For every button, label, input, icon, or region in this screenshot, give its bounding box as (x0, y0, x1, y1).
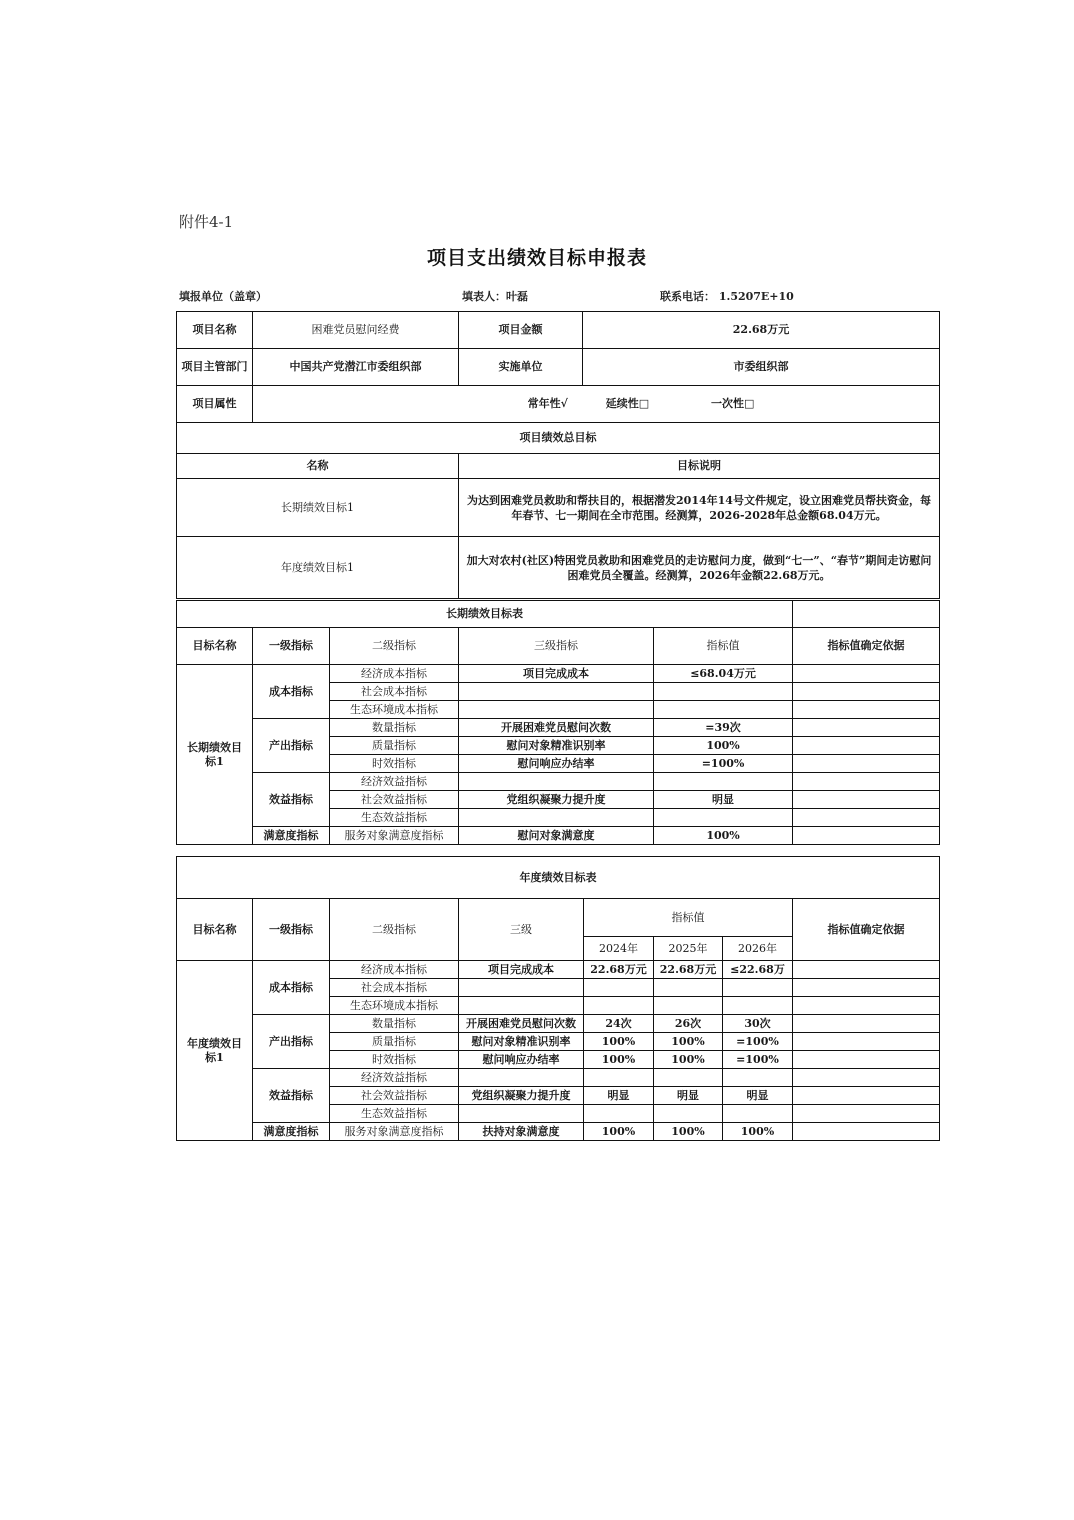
col-level3: 三级指标 (459, 628, 654, 665)
year-value-cell (723, 1105, 793, 1123)
attr-label: 项目属性 (177, 386, 253, 423)
level3-cell: 扶持对象满意度 (459, 1123, 584, 1141)
level1-cell: 效益指标 (253, 773, 330, 827)
level3-cell: 慰问对象满意度 (459, 827, 654, 845)
year-value-cell: 30次 (723, 1015, 793, 1033)
annual-goals-table (176, 856, 940, 1141)
value-cell (654, 773, 793, 791)
overall-goals-title: 项目绩效总目标 (177, 423, 940, 454)
level3-cell: 慰问响应办结率 (459, 1051, 584, 1069)
year-value-cell (584, 979, 654, 997)
attr-options (253, 386, 940, 423)
project-amount-label: 项目金额 (459, 312, 583, 349)
col-value: 指标值 (654, 628, 793, 665)
goal-name-cell: 年度绩效目标1 (177, 961, 253, 1141)
annual-title: 年度绩效目标表 (177, 857, 940, 899)
attr-option-regular: 常年性√ (527, 397, 568, 410)
level1-cell: 效益指标 (253, 1069, 330, 1123)
dept-label: 项目主管部门 (177, 349, 253, 386)
attr-option-continuing: 延续性□ (605, 397, 650, 410)
year-value-cell: 100% (584, 1033, 654, 1051)
table-row (177, 1015, 940, 1033)
year-value-cell: 100% (654, 1123, 723, 1141)
col-year: 2025年 (654, 937, 723, 961)
basis-cell (793, 1033, 940, 1051)
year-value-cell: 100% (654, 1033, 723, 1051)
level2-cell: 社会成本指标 (330, 683, 459, 701)
level1-cell: 成本指标 (253, 961, 330, 1015)
year-value-cell: 明显 (723, 1087, 793, 1105)
year-value-cell (654, 1069, 723, 1087)
overall-col-desc: 目标说明 (459, 454, 940, 479)
table-row (177, 961, 940, 979)
year-value-cell (584, 1105, 654, 1123)
value-cell: =100% (654, 755, 793, 773)
col-goal-name: 目标名称 (177, 899, 253, 961)
year-value-cell: 明显 (584, 1087, 654, 1105)
level2-cell: 服务对象满意度指标 (330, 1123, 459, 1141)
attr-option-onetime: 一次性□ (710, 397, 755, 410)
project-name-label: 项目名称 (177, 312, 253, 349)
level2-cell: 经济成本指标 (330, 961, 459, 979)
year-value-cell (654, 1105, 723, 1123)
level3-cell (459, 773, 654, 791)
level3-cell: 党组织凝聚力提升度 (459, 1087, 584, 1105)
reporting-unit-label: 填报单位（盖章） (179, 290, 267, 303)
level3-cell: 项目完成成本 (459, 665, 654, 683)
year-value-cell (723, 979, 793, 997)
year-value-cell (723, 997, 793, 1015)
overall-col-name: 名称 (177, 454, 459, 479)
level1-cell: 产出指标 (253, 719, 330, 773)
overall-goal-desc: 为达到困难党员救助和帮扶目的，根据潜发2014年14号文件规定，设立困难党员帮扶资金，每年春节、七一期间在全市范围。经测算，2026-2028年总金额68.04万元。 (459, 479, 940, 537)
level3-cell (459, 809, 654, 827)
year-value-cell (654, 979, 723, 997)
basis-cell (793, 997, 940, 1015)
col-value: 指标值 (584, 899, 793, 937)
value-cell (654, 683, 793, 701)
year-value-cell: 100% (584, 1123, 654, 1141)
basis-cell (793, 683, 940, 701)
year-value-cell: =100% (723, 1051, 793, 1069)
basis-cell (793, 755, 940, 773)
basis-cell (793, 1069, 940, 1087)
year-value-cell (584, 1069, 654, 1087)
project-info-table (176, 311, 940, 599)
level3-cell: 项目完成成本 (459, 961, 584, 979)
goal-name-cell: 长期绩效目标1 (177, 665, 253, 845)
phone-label: 联系电话： 1.5207E+10 (660, 290, 794, 303)
basis-cell (793, 665, 940, 683)
table-row (177, 1069, 940, 1087)
level3-cell: 慰问对象精准识别率 (459, 737, 654, 755)
year-value-cell (654, 997, 723, 1015)
level3-cell: 开展困难党员慰问次数 (459, 1015, 584, 1033)
level2-cell: 生态环境成本指标 (330, 997, 459, 1015)
year-value-cell (584, 997, 654, 1015)
level2-cell: 经济效益指标 (330, 1069, 459, 1087)
basis-cell (793, 1105, 940, 1123)
level2-cell: 质量指标 (330, 1033, 459, 1051)
value-cell: =39次 (654, 719, 793, 737)
basis-cell (793, 701, 940, 719)
level2-cell: 社会效益指标 (330, 1087, 459, 1105)
level3-cell (459, 997, 584, 1015)
value-cell: ≤68.04万元 (654, 665, 793, 683)
year-value-cell: 26次 (654, 1015, 723, 1033)
level2-cell: 生态环境成本指标 (330, 701, 459, 719)
basis-cell (793, 719, 940, 737)
value-cell: 明显 (654, 791, 793, 809)
year-value-cell: 100% (584, 1051, 654, 1069)
level1-cell: 满意度指标 (253, 1123, 330, 1141)
col-level1: 一级指标 (253, 899, 330, 961)
basis-cell (793, 773, 940, 791)
level3-cell: 党组织凝聚力提升度 (459, 791, 654, 809)
long-term-title-blank (793, 601, 940, 628)
basis-cell (793, 1051, 940, 1069)
year-value-cell: 100% (723, 1123, 793, 1141)
level3-cell: 开展困难党员慰问次数 (459, 719, 654, 737)
basis-cell (793, 791, 940, 809)
year-value-cell: 22.68万元 (654, 961, 723, 979)
level2-cell: 生态效益指标 (330, 1105, 459, 1123)
long-term-goals-table (176, 600, 940, 845)
dept-value: 中国共产党潜江市委组织部 (253, 349, 459, 386)
level3-cell (459, 683, 654, 701)
annex-label: 附件4-1 (179, 213, 234, 231)
basis-cell (793, 809, 940, 827)
level2-cell: 经济成本指标 (330, 665, 459, 683)
basis-cell (793, 1015, 940, 1033)
level2-cell: 时效指标 (330, 1051, 459, 1069)
level2-cell: 生态效益指标 (330, 809, 459, 827)
project-amount-value: 22.68万元 (583, 312, 940, 349)
col-goal-name: 目标名称 (177, 628, 253, 665)
level1-cell: 满意度指标 (253, 827, 330, 845)
year-value-cell: ≤22.68万 (723, 961, 793, 979)
overall-goal-name: 年度绩效目标1 (177, 537, 459, 599)
col-level2: 二级指标 (330, 628, 459, 665)
basis-cell (793, 827, 940, 845)
col-level2: 二级指标 (330, 899, 459, 961)
level3-cell (459, 1069, 584, 1087)
value-cell (654, 809, 793, 827)
table-row (177, 827, 940, 845)
basis-cell (793, 961, 940, 979)
level3-cell: 慰问对象精准识别率 (459, 1033, 584, 1051)
level2-cell: 社会效益指标 (330, 791, 459, 809)
col-basis: 指标值确定依据 (793, 628, 940, 665)
basis-cell (793, 1087, 940, 1105)
year-value-cell: 22.68万元 (584, 961, 654, 979)
long-term-title: 长期绩效目标表 (177, 601, 793, 628)
basis-cell (793, 737, 940, 755)
page-title: 项目支出绩效目标申报表 (426, 247, 647, 269)
level2-cell: 经济效益指标 (330, 773, 459, 791)
table-row (177, 1123, 940, 1141)
level3-cell (459, 979, 584, 997)
col-year: 2024年 (584, 937, 654, 961)
level3-cell (459, 1105, 584, 1123)
value-cell: 100% (654, 737, 793, 755)
year-value-cell: =100% (723, 1033, 793, 1051)
impl-label: 实施单位 (459, 349, 583, 386)
year-value-cell: 24次 (584, 1015, 654, 1033)
level2-cell: 数量指标 (330, 1015, 459, 1033)
value-cell: 100% (654, 827, 793, 845)
overall-goal-desc: 加大对农村(社区)特困党员救助和困难党员的走访慰问力度，做到“七一”、“春节”期间走访慰问困难党员全覆盖。经测算，2026年金额22.68万元。 (459, 537, 940, 599)
year-value-cell: 100% (654, 1051, 723, 1069)
basis-cell (793, 979, 940, 997)
col-level3: 三级 (459, 899, 584, 961)
level1-cell: 成本指标 (253, 665, 330, 719)
table-row (177, 719, 940, 737)
basis-cell (793, 1123, 940, 1141)
level3-cell (459, 701, 654, 719)
level2-cell: 数量指标 (330, 719, 459, 737)
project-name-value: 困难党员慰问经费 (253, 312, 459, 349)
overall-goal-name: 长期绩效目标1 (177, 479, 459, 537)
value-cell (654, 701, 793, 719)
year-value-cell: 明显 (654, 1087, 723, 1105)
level2-cell: 时效指标 (330, 755, 459, 773)
filler-label: 填表人：叶磊 (462, 290, 528, 303)
level3-cell: 慰问响应办结率 (459, 755, 654, 773)
col-year: 2026年 (723, 937, 793, 961)
level1-cell: 产出指标 (253, 1015, 330, 1069)
level2-cell: 社会成本指标 (330, 979, 459, 997)
year-value-cell (723, 1069, 793, 1087)
level2-cell: 质量指标 (330, 737, 459, 755)
col-basis: 指标值确定依据 (793, 899, 940, 961)
table-row (177, 665, 940, 683)
table-row (177, 773, 940, 791)
long-term-header-row (177, 628, 940, 665)
level2-cell: 服务对象满意度指标 (330, 827, 459, 845)
col-level1: 一级指标 (253, 628, 330, 665)
impl-value: 市委组织部 (583, 349, 940, 386)
